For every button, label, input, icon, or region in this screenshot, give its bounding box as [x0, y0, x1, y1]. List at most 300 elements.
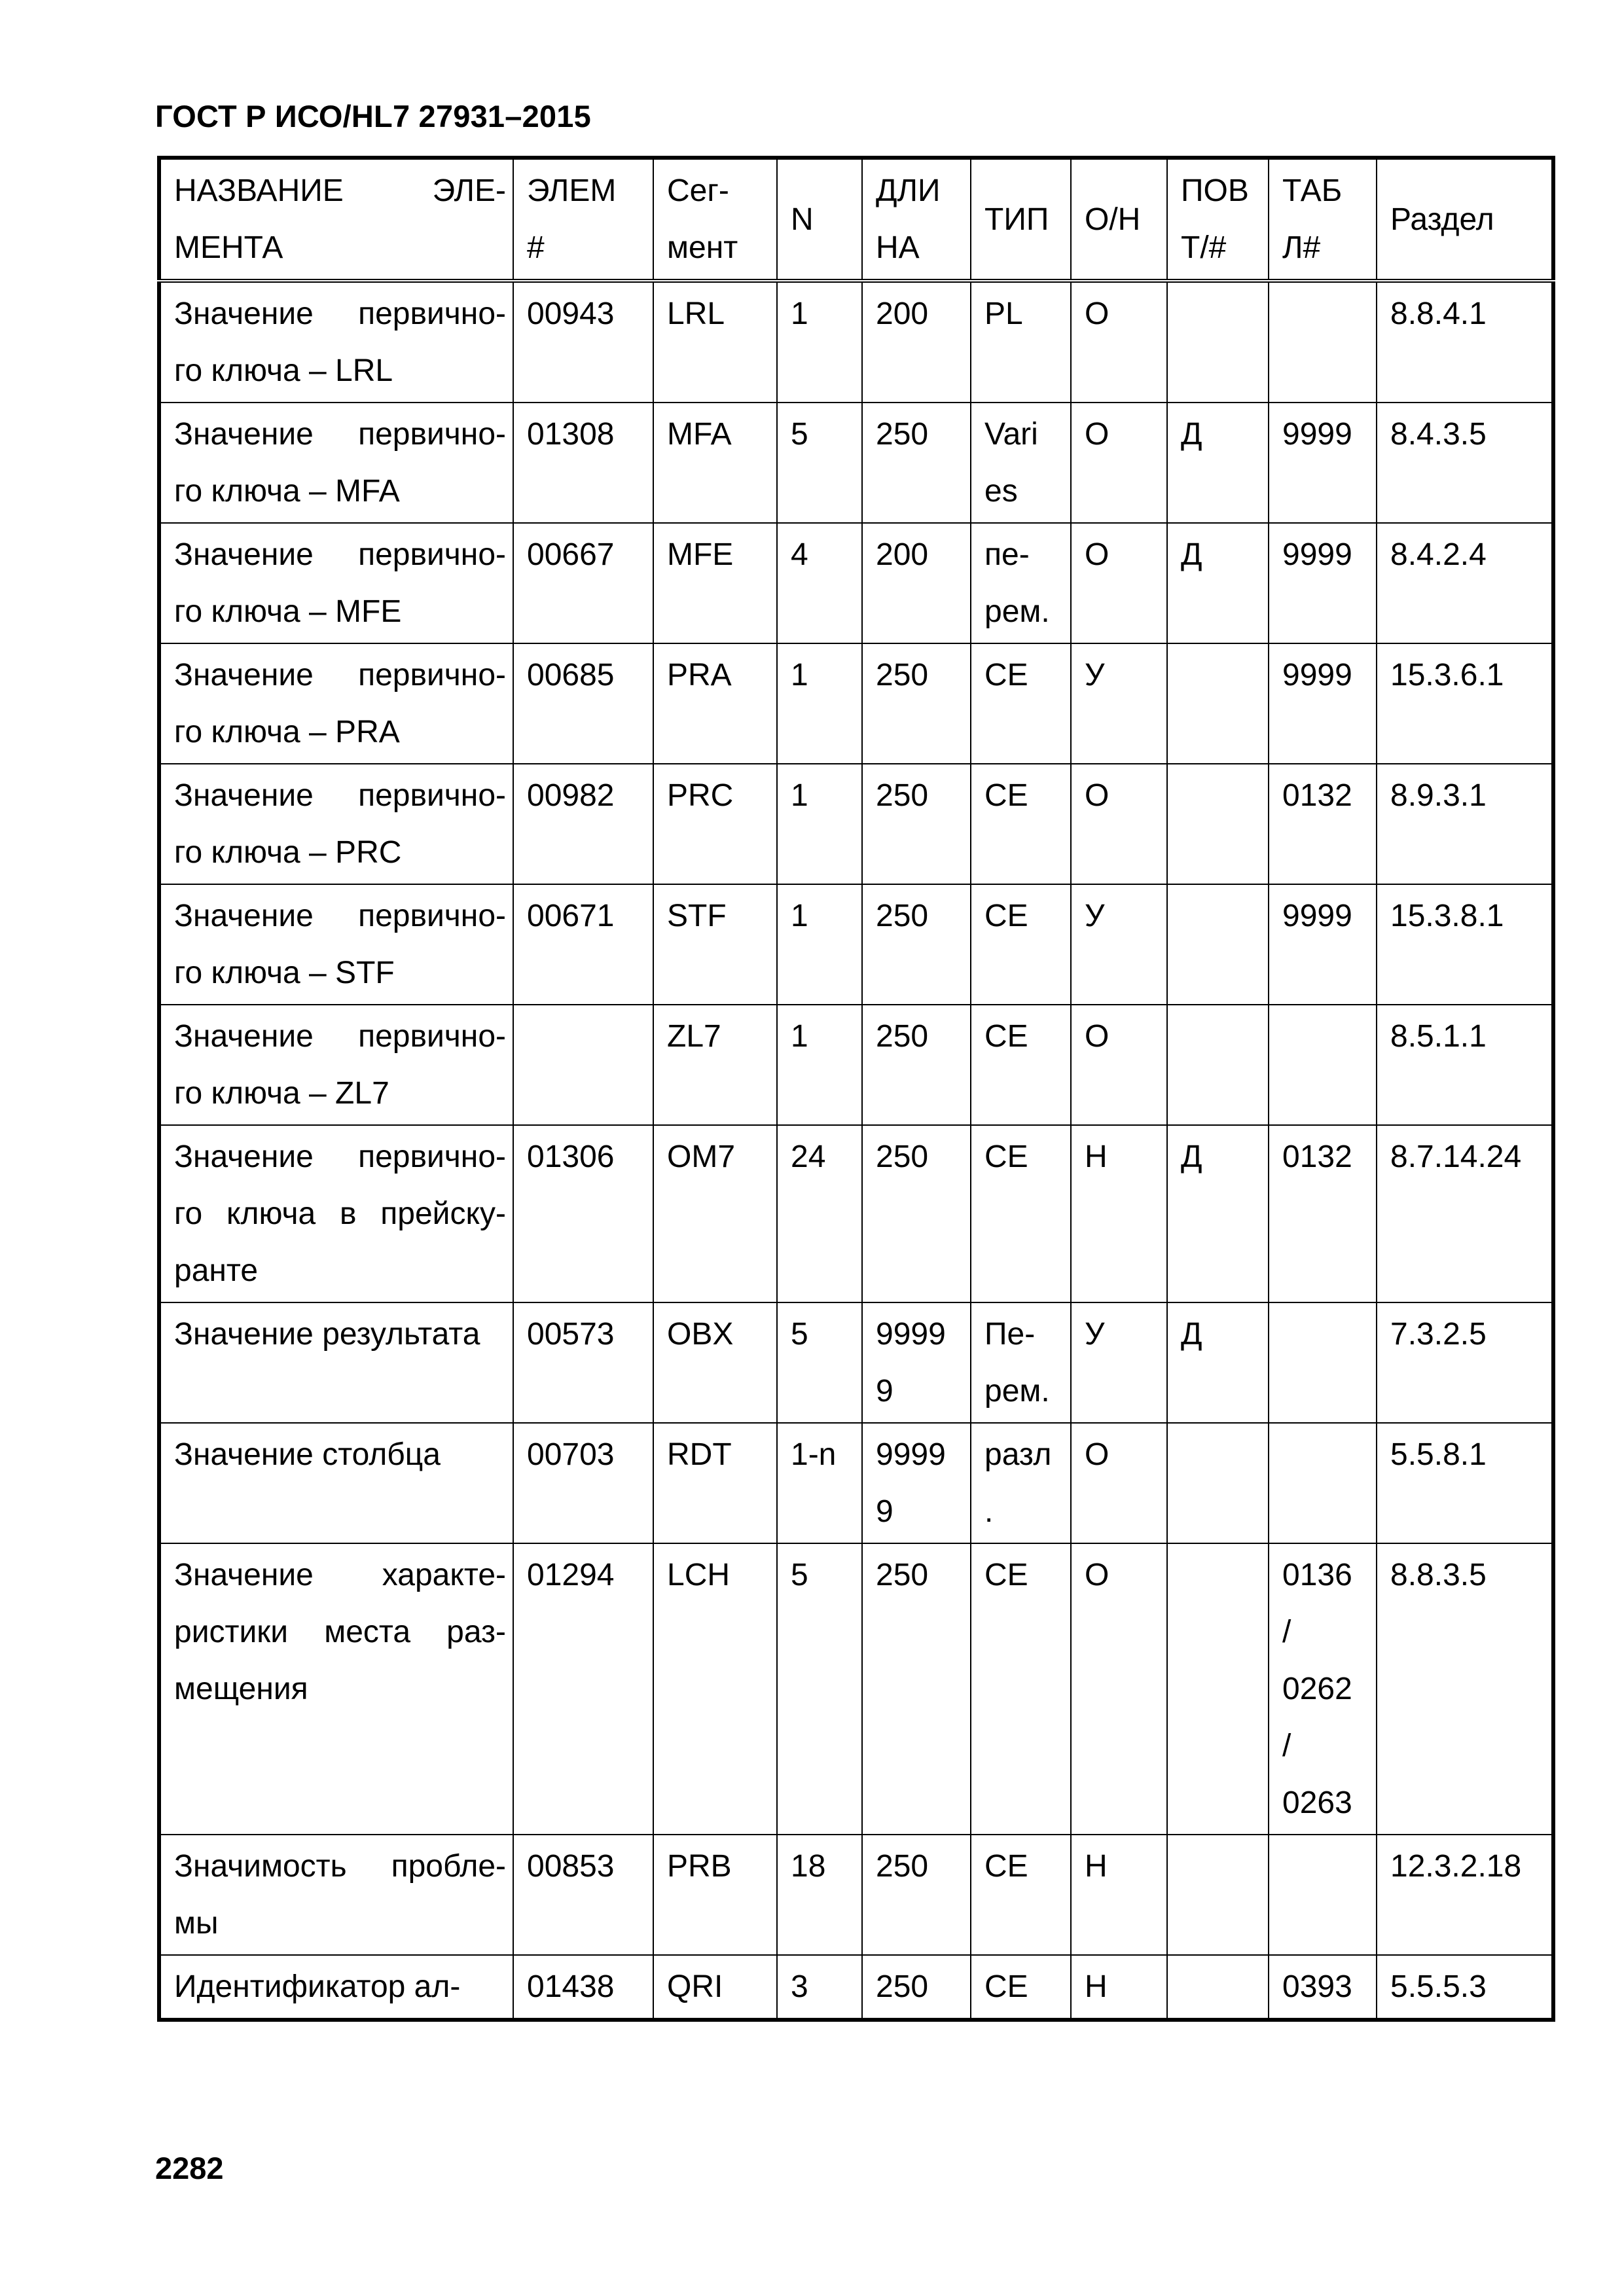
table-number-cell-line: 0263: [1282, 1785, 1352, 1820]
table-row: [159, 403, 1553, 523]
table-number-cell-line: 9999: [1282, 658, 1352, 692]
length-cell-line: 250: [876, 1969, 929, 2004]
column-header-line: N: [791, 202, 814, 237]
column-header: [777, 158, 862, 281]
optionality-cell-text: О: [1085, 296, 1110, 331]
type-cell: [971, 1955, 1071, 2020]
table-number-cell: [1269, 1835, 1377, 1955]
element-name-cell-line: ранте: [174, 1253, 259, 1288]
sequence-cell-text: 18: [791, 1849, 826, 1884]
type-cell: [971, 1005, 1071, 1125]
column-header-line: Т/#: [1181, 230, 1227, 265]
type-cell-line: CE: [984, 1849, 1028, 1884]
element-number-cell: [513, 403, 653, 523]
optionality-cell-text: О: [1085, 417, 1110, 452]
type-cell: [971, 403, 1071, 523]
document-header: ГОСТ Р ИСО/HL7 27931–2015: [155, 99, 591, 134]
type-cell-line: рем.: [984, 594, 1050, 629]
length-cell: [862, 1125, 971, 1302]
section-cell: [1377, 1543, 1553, 1835]
element-number-cell: [513, 1423, 653, 1543]
length-cell-line: 200: [876, 537, 929, 572]
type-cell-line: PL: [984, 296, 1023, 331]
type-cell-line: CE: [984, 1969, 1028, 2004]
table-number-cell: [1269, 884, 1377, 1005]
section-cell: [1377, 281, 1553, 403]
section-cell-text: 8.4.2.4: [1390, 537, 1487, 572]
repeat-cell: [1167, 1543, 1269, 1835]
length-cell: [862, 1423, 971, 1543]
column-header: [1167, 158, 1269, 281]
element-name-cell: [159, 764, 513, 884]
optionality-cell-text: Н: [1085, 1849, 1108, 1884]
repeat-cell: [1167, 1125, 1269, 1302]
segment-cell-text: PRA: [667, 658, 732, 692]
sequence-cell: [777, 1423, 862, 1543]
element-number-cell: [513, 1005, 653, 1125]
sequence-cell: [777, 523, 862, 643]
optionality-cell: [1071, 643, 1167, 764]
table-body: [159, 281, 1553, 2020]
sequence-cell: [777, 281, 862, 403]
length-cell-line: 250: [876, 778, 929, 813]
segment-cell-text: MFA: [667, 417, 732, 452]
type-cell: [971, 643, 1071, 764]
table-number-cell-line: 0132: [1282, 1139, 1352, 1174]
length-cell: [862, 403, 971, 523]
repeat-cell-text: Д: [1181, 417, 1202, 452]
table-number-cell-line: /: [1282, 1615, 1291, 1649]
table-row: [159, 1835, 1553, 1955]
optionality-cell: [1071, 523, 1167, 643]
column-header: [862, 158, 971, 281]
table-row: [159, 884, 1553, 1005]
element-number-cell-text: 00853: [527, 1849, 615, 1884]
optionality-cell-text: У: [1085, 658, 1105, 692]
length-cell: [862, 764, 971, 884]
repeat-cell: [1167, 643, 1269, 764]
length-cell: [862, 884, 971, 1005]
sequence-cell-text: 1-n: [791, 1437, 837, 1472]
element-name-cell: [159, 884, 513, 1005]
table-row: [159, 1005, 1553, 1125]
column-header: [1377, 158, 1553, 281]
optionality-cell-text: Н: [1085, 1969, 1108, 2004]
repeat-cell: [1167, 884, 1269, 1005]
type-cell-line: CE: [984, 658, 1028, 692]
element-name-cell: [159, 1005, 513, 1125]
table-number-cell-line: 9999: [1282, 537, 1352, 572]
length-cell: [862, 1302, 971, 1423]
data-elements-table: [157, 156, 1555, 2022]
section-cell: [1377, 1835, 1553, 1955]
segment-cell: [653, 764, 777, 884]
type-cell: [971, 1835, 1071, 1955]
repeat-cell-text: Д: [1181, 1317, 1202, 1352]
element-name-cell: [159, 1955, 513, 2020]
length-cell-line: 250: [876, 1019, 929, 1054]
element-number-cell: [513, 281, 653, 403]
element-number-cell-text: 00573: [527, 1317, 615, 1352]
segment-cell: [653, 884, 777, 1005]
optionality-cell: [1071, 884, 1167, 1005]
length-cell: [862, 1955, 971, 2020]
type-cell-line: Пе-: [984, 1317, 1036, 1352]
repeat-cell: [1167, 1955, 1269, 2020]
table-number-cell-line: 0262: [1282, 1672, 1352, 1706]
optionality-cell: [1071, 403, 1167, 523]
sequence-cell-text: 5: [791, 1317, 808, 1352]
sequence-cell: [777, 1835, 862, 1955]
element-number-cell: [513, 643, 653, 764]
repeat-cell-text: Д: [1181, 537, 1202, 572]
type-cell-line: пе-: [984, 537, 1030, 572]
segment-cell: [653, 523, 777, 643]
segment-cell: [653, 1302, 777, 1423]
section-cell-text: 5.5.8.1: [1390, 1437, 1487, 1472]
section-cell: [1377, 403, 1553, 523]
table-row: [159, 764, 1553, 884]
type-cell: [971, 281, 1071, 403]
element-number-cell: [513, 1835, 653, 1955]
sequence-cell-text: 5: [791, 1558, 808, 1592]
column-header-word: ЭЛЕ-: [432, 173, 506, 208]
element-name-cell-line: Идентификатор ал-: [174, 1969, 461, 2004]
element-name-cell-line: ристики места раз-: [174, 1615, 506, 1649]
sequence-cell-text: 1: [791, 778, 808, 813]
column-header-line: О/Н: [1085, 202, 1141, 237]
sequence-cell-text: 4: [791, 537, 808, 572]
type-cell: [971, 1125, 1071, 1302]
element-name-cell-line: Значение первично-: [174, 296, 506, 331]
table-row: [159, 1423, 1553, 1543]
column-header: [159, 158, 513, 281]
column-header-line: Раздел: [1390, 202, 1494, 237]
element-number-cell: [513, 1543, 653, 1835]
sequence-cell: [777, 1955, 862, 2020]
section-cell-text: 15.3.8.1: [1390, 899, 1504, 933]
segment-cell-text: STF: [667, 899, 727, 933]
length-cell: [862, 281, 971, 403]
table-number-cell: [1269, 643, 1377, 764]
optionality-cell: [1071, 1543, 1167, 1835]
length-cell-line: 200: [876, 296, 929, 331]
segment-cell-text: LRL: [667, 296, 725, 331]
element-name-cell-line: Значение первично-: [174, 537, 506, 572]
section-cell: [1377, 1423, 1553, 1543]
repeat-cell-text: Д: [1181, 1139, 1202, 1174]
type-cell: [971, 1423, 1071, 1543]
length-cell-line: 250: [876, 899, 929, 933]
column-header-line: ТАБ: [1282, 173, 1343, 208]
table-header: [159, 158, 1553, 281]
element-name-cell: [159, 1125, 513, 1302]
column-header-line: мент: [667, 230, 738, 265]
element-number-cell-text: 01294: [527, 1558, 615, 1592]
section-cell: [1377, 1955, 1553, 2020]
table-row: [159, 1302, 1553, 1423]
element-name-cell: [159, 1302, 513, 1423]
element-name-cell-line: го ключа в прейску-: [174, 1196, 506, 1231]
type-cell: [971, 1543, 1071, 1835]
type-cell-line: CE: [984, 899, 1028, 933]
element-name-cell: [159, 643, 513, 764]
element-name-cell-line: Значение результата: [174, 1317, 480, 1352]
segment-cell: [653, 1835, 777, 1955]
section-cell: [1377, 1125, 1553, 1302]
column-header: [971, 158, 1071, 281]
type-cell-line: разл: [984, 1437, 1052, 1472]
type-cell-line: CE: [984, 1139, 1028, 1174]
optionality-cell-text: Н: [1085, 1139, 1108, 1174]
type-cell: [971, 1302, 1071, 1423]
length-cell-line: 250: [876, 1139, 929, 1174]
type-cell-line: рем.: [984, 1374, 1050, 1408]
optionality-cell-text: О: [1085, 537, 1110, 572]
element-name-cell-line: го ключа – STF: [174, 956, 395, 990]
type-cell: [971, 523, 1071, 643]
length-cell: [862, 643, 971, 764]
section-cell-text: 8.8.3.5: [1390, 1558, 1487, 1592]
section-cell-text: 12.3.2.18: [1390, 1849, 1522, 1884]
column-header-line: ТИП: [984, 202, 1049, 237]
column-header-line: #: [527, 230, 545, 265]
table-number-cell: [1269, 523, 1377, 643]
element-number-cell: [513, 1125, 653, 1302]
element-number-cell-text: 00982: [527, 778, 615, 813]
table-number-cell: [1269, 403, 1377, 523]
optionality-cell: [1071, 1302, 1167, 1423]
table-row: [159, 1125, 1553, 1302]
column-header-line: Сег-: [667, 173, 729, 208]
segment-cell-text: ZL7: [667, 1019, 721, 1054]
table-row: [159, 281, 1553, 403]
table-number-cell: [1269, 1125, 1377, 1302]
optionality-cell-text: У: [1085, 1317, 1105, 1352]
element-number-cell-text: 00671: [527, 899, 615, 933]
section-cell: [1377, 1005, 1553, 1125]
sequence-cell: [777, 1005, 862, 1125]
repeat-cell: [1167, 1005, 1269, 1125]
sequence-cell: [777, 1543, 862, 1835]
column-header-line: НА: [876, 230, 920, 265]
optionality-cell: [1071, 1125, 1167, 1302]
element-name-cell: [159, 1543, 513, 1835]
element-name-cell-line: Значение характе-: [174, 1558, 506, 1592]
length-cell-line: 9: [876, 1494, 893, 1529]
element-name-cell: [159, 281, 513, 403]
sequence-cell-text: 5: [791, 417, 808, 452]
element-name-cell-line: Значение первично-: [174, 658, 506, 692]
column-header: [1071, 158, 1167, 281]
element-number-cell-text: 00943: [527, 296, 615, 331]
table-number-cell-line: /: [1282, 1729, 1291, 1763]
repeat-cell: [1167, 281, 1269, 403]
segment-cell: [653, 1005, 777, 1125]
section-cell: [1377, 1302, 1553, 1423]
optionality-cell-text: О: [1085, 1437, 1110, 1472]
table-number-cell: [1269, 281, 1377, 403]
segment-cell: [653, 1955, 777, 2020]
type-cell-line: CE: [984, 1019, 1028, 1054]
element-name-cell: [159, 403, 513, 523]
length-cell: [862, 1543, 971, 1835]
element-name-cell-line: го ключа – ZL7: [174, 1076, 389, 1111]
type-cell-line: Vari: [984, 417, 1038, 452]
element-number-cell: [513, 1955, 653, 2020]
element-name-cell: [159, 1423, 513, 1543]
segment-cell-text: PRB: [667, 1849, 732, 1884]
table-number-cell: [1269, 1543, 1377, 1835]
table-number-cell: [1269, 764, 1377, 884]
element-name-cell: [159, 523, 513, 643]
element-name-cell-line: мещения: [174, 1672, 308, 1706]
segment-cell-text: RDT: [667, 1437, 732, 1472]
repeat-cell: [1167, 1835, 1269, 1955]
length-cell-line: 250: [876, 658, 929, 692]
segment-cell-text: QRI: [667, 1969, 723, 2004]
segment-cell: [653, 403, 777, 523]
column-header-line: ДЛИ: [876, 173, 941, 208]
column-header-line: ПОВ: [1181, 173, 1249, 208]
length-cell-line: 9999: [876, 1437, 946, 1472]
length-cell-line: 250: [876, 1558, 929, 1592]
section-cell: [1377, 764, 1553, 884]
column-header-line: [174, 162, 506, 219]
sequence-cell-text: 1: [791, 658, 808, 692]
sequence-cell: [777, 1125, 862, 1302]
sequence-cell-text: 1: [791, 899, 808, 933]
segment-cell: [653, 1125, 777, 1302]
segment-cell-text: MFE: [667, 537, 734, 572]
section-cell: [1377, 643, 1553, 764]
element-number-cell: [513, 764, 653, 884]
section-cell-text: 8.7.14.24: [1390, 1139, 1522, 1174]
sequence-cell: [777, 764, 862, 884]
table-row: [159, 1543, 1553, 1835]
table-number-cell: [1269, 1423, 1377, 1543]
table-number-cell: [1269, 1955, 1377, 2020]
type-cell: [971, 884, 1071, 1005]
element-name-cell-line: го ключа – PRC: [174, 835, 402, 870]
segment-cell-text: OM7: [667, 1139, 736, 1174]
element-name-cell-line: Значение первично-: [174, 1019, 506, 1054]
element-number-cell-text: 01308: [527, 417, 615, 452]
table-number-cell: [1269, 1005, 1377, 1125]
length-cell: [862, 1835, 971, 1955]
segment-cell-text: LCH: [667, 1558, 731, 1592]
element-name-cell-line: Значение первично-: [174, 417, 506, 452]
sequence-cell: [777, 403, 862, 523]
column-header-line: ЭЛЕМ: [527, 173, 617, 208]
length-cell: [862, 1005, 971, 1125]
repeat-cell: [1167, 1423, 1269, 1543]
element-name-cell-line: Значимость пробле-: [174, 1849, 506, 1884]
optionality-cell: [1071, 1005, 1167, 1125]
length-cell-line: 250: [876, 417, 929, 452]
element-name-cell-line: го ключа – LRL: [174, 353, 393, 388]
sequence-cell-text: 24: [791, 1139, 826, 1174]
segment-cell: [653, 281, 777, 403]
optionality-cell: [1071, 1955, 1167, 2020]
sequence-cell-text: 3: [791, 1969, 808, 2004]
table-number-cell-line: 0136: [1282, 1558, 1352, 1592]
element-name-cell-line: го ключа – MFA: [174, 474, 400, 509]
optionality-cell-text: О: [1085, 1019, 1110, 1054]
repeat-cell: [1167, 764, 1269, 884]
optionality-cell: [1071, 281, 1167, 403]
type-cell-line: .: [984, 1494, 994, 1529]
column-header: [653, 158, 777, 281]
section-cell: [1377, 884, 1553, 1005]
element-name-cell-line: Значение первично-: [174, 899, 506, 933]
column-header: [1269, 158, 1377, 281]
segment-cell: [653, 1543, 777, 1835]
type-cell: [971, 764, 1071, 884]
element-name-cell: [159, 1835, 513, 1955]
segment-cell-text: OBX: [667, 1317, 734, 1352]
sequence-cell: [777, 884, 862, 1005]
section-cell-text: 8.5.1.1: [1390, 1019, 1487, 1054]
sequence-cell-text: 1: [791, 296, 808, 331]
column-header: [513, 158, 653, 281]
element-number-cell: [513, 1302, 653, 1423]
sequence-cell: [777, 643, 862, 764]
element-number-cell: [513, 523, 653, 643]
optionality-cell-text: У: [1085, 899, 1105, 933]
table-number-cell-line: 9999: [1282, 417, 1352, 452]
table-number-cell-line: 9999: [1282, 899, 1352, 933]
table-number-cell-line: 0132: [1282, 778, 1352, 813]
table-row: [159, 1955, 1553, 2020]
page-number: 2282: [155, 2151, 224, 2185]
segment-cell: [653, 643, 777, 764]
repeat-cell: [1167, 403, 1269, 523]
repeat-cell: [1167, 1302, 1269, 1423]
type-cell-line: es: [984, 474, 1018, 509]
section-cell-text: 7.3.2.5: [1390, 1317, 1487, 1352]
element-name-cell-line: Значение первично-: [174, 778, 506, 813]
section-cell-text: 8.9.3.1: [1390, 778, 1487, 813]
element-name-cell-line: мы: [174, 1906, 219, 1941]
element-number-cell-text: 01306: [527, 1139, 615, 1174]
optionality-cell: [1071, 764, 1167, 884]
optionality-cell-text: О: [1085, 1558, 1110, 1592]
element-number-cell-text: 01438: [527, 1969, 615, 2004]
element-number-cell-text: 00685: [527, 658, 615, 692]
column-header-word: НАЗВАНИЕ: [174, 173, 344, 208]
section-cell-text: 5.5.5.3: [1390, 1969, 1487, 2004]
table-row: [159, 523, 1553, 643]
optionality-cell: [1071, 1423, 1167, 1543]
type-cell-line: CE: [984, 778, 1028, 813]
element-number-cell-text: 00703: [527, 1437, 615, 1472]
element-name-cell-line: го ключа – MFE: [174, 594, 402, 629]
segment-cell: [653, 1423, 777, 1543]
table-row: [159, 643, 1553, 764]
section-cell-text: 8.8.4.1: [1390, 296, 1487, 331]
length-cell-line: 9999: [876, 1317, 946, 1352]
optionality-cell: [1071, 1835, 1167, 1955]
optionality-cell-text: О: [1085, 778, 1110, 813]
table-number-cell-line: 0393: [1282, 1969, 1352, 2004]
section-cell: [1377, 523, 1553, 643]
element-number-cell-text: 00667: [527, 537, 615, 572]
sequence-cell: [777, 1302, 862, 1423]
element-name-cell-line: Значение первично-: [174, 1139, 506, 1174]
element-name-cell-line: го ключа – PRA: [174, 715, 400, 749]
sequence-cell-text: 1: [791, 1019, 808, 1054]
